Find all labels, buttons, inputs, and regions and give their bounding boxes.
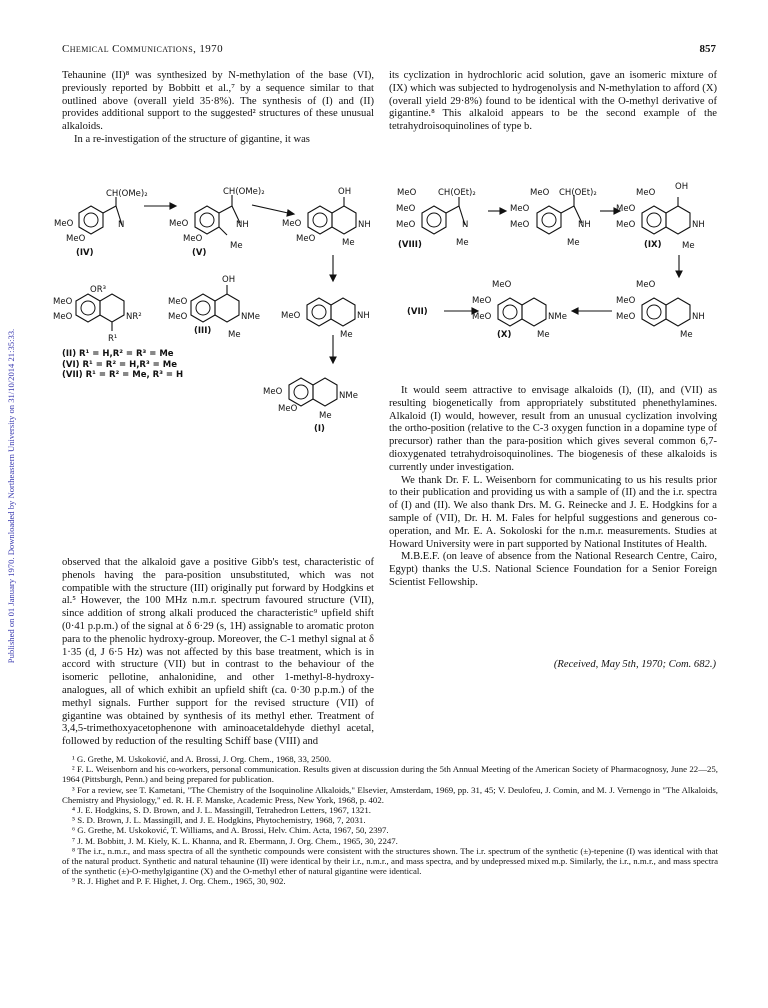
group-label: OH (675, 182, 689, 192)
group-label: MeO (169, 219, 189, 229)
group-label: Me (319, 411, 332, 421)
download-watermark: Published on 01 January 1970. Downloaded by Northeastern University on 31/10/2014 21:35:33. (6, 328, 16, 664)
compound-label-x: (X) (497, 330, 512, 340)
group-label: NH (358, 220, 371, 230)
group-label: MeO (281, 311, 301, 321)
footnote: ⁶ G. Grethe, M. Uskoković, T. Williams, and A. Brossi, Helv. Chim. Acta, 1967, 50, 2397. (72, 825, 389, 836)
page-number: 857 (699, 43, 716, 55)
group-label: NH (236, 220, 249, 230)
group-label: NH (578, 220, 591, 230)
group-label: MeO (396, 220, 416, 230)
footnote: ² F. L. Weisenborn and his co-workers, personal communication. Results given at discussion during the 5th Annual Meeting of the American Society of Pharmacognosy, June 22—25, 1964 (Pittsburgh, Penn.) and being prepared for publication. (62, 764, 718, 785)
group-label: NMe (548, 312, 567, 322)
group-label: CH(OMe)₂ (106, 189, 148, 199)
footnote: ⁵ S. D. Brown, J. L. Massingill, and J. E. Hodgkins, Phytochemistry, 1968, 7, 2031. (72, 815, 366, 826)
group-label: Me (680, 330, 693, 340)
journal-header: Chemical Communications, 1970 (62, 43, 223, 55)
group-label: NH (692, 312, 705, 322)
compound-label-iv: (IV) (76, 248, 94, 258)
footnote: ⁹ R. J. Highet and P. F. Highet, J. Org. Chem., 1965, 30, 902. (72, 876, 286, 887)
group-label: Me (340, 330, 353, 340)
group-label: MeO (396, 204, 416, 214)
footnote: ⁴ J. E. Hodgkins, S. D. Brown, and J. L. Massingill, Tetrahedron Letters, 1967, 1321. (72, 805, 371, 816)
group-label: N (118, 220, 125, 230)
column-right-top (389, 70, 717, 134)
group-label: MeO (168, 297, 188, 307)
group-label: MeO (53, 312, 73, 322)
group-label: OR³ (90, 285, 107, 295)
compound-label-viii: (VIII) (398, 240, 422, 250)
group-label: MeO (263, 387, 283, 397)
scheme-left (52, 175, 392, 475)
group-label: MeO (278, 404, 298, 414)
group-label: MeO (296, 234, 316, 244)
group-label: MeO (492, 280, 512, 290)
column-left-bottom (62, 557, 374, 749)
footnote: ⁸ The i.r., n.m.r., and mass spectra of all the synthetic compounds were consistent with the structures shown. The i.r. spectrum of the synthetic (±)-tepenine (I) was identical with that of the natural product. Synthetic and natural tehaunine (II) were identical by their i.r., n.m.r., and mass spectra, and by undepressed mixed m.p. Similarly, the i.r., n.m.r., and mass spectra of the synthetic (±)-O-methylgigantine (X) and the O-methyl ether of natural gigantine were identical. (62, 845, 718, 877)
group-label: MeO (53, 297, 73, 307)
group-label: OH (338, 187, 352, 197)
group-label: MeO (66, 234, 86, 244)
group-label: MeO (636, 188, 656, 198)
column-right-bottom (389, 385, 717, 590)
column-left-top (62, 70, 374, 147)
footnotes (62, 754, 718, 887)
group-label: MeO (510, 204, 530, 214)
group-label: MeO (530, 188, 550, 198)
legend-line: (II) R¹ = H,R² = R³ = Me (62, 349, 174, 359)
group-label: Me (342, 238, 355, 248)
paragraph: In a re-investigation of the structure of gigantine, it was (74, 133, 310, 145)
group-label: CH(OMe)₂ (223, 187, 265, 197)
group-label: Me (537, 330, 550, 340)
paragraph: M.B.E.F. (on leave of absence from the National Research Centre, Cairo, Egypt) thanks the U.S. National Science Foundation for a Senior Foreign Scientist Fellowship. (389, 551, 717, 588)
group-label: NR² (126, 312, 142, 322)
legend-line: (VI) R¹ = R² = H,R³ = Me (62, 359, 177, 370)
group-label: MeO (616, 296, 636, 306)
group-label: CH(OEt)₂ (559, 188, 597, 198)
group-label: Me (567, 238, 580, 248)
group-label: MeO (616, 312, 636, 322)
group-label: CH(OEt)₂ (438, 188, 476, 198)
legend-line: (VII) R¹ = R² = Me, R³ = H (62, 370, 184, 380)
group-label: MeO (397, 188, 417, 198)
group-label: NMe (339, 391, 358, 401)
scheme-right (392, 175, 722, 345)
footnote: ³ For a review, see T. Kametani, "The Chemistry of the Isoquinoline Alkaloids," Elsevier, Amsterdam, 1969, pp. 31, 45; V. Deulofeu, J. Comin, and M. J. Vernengo in "The Alkaloids, Chemistry and Physiology," ed. R. H. F. Manske, Academic Press, New York, 1968, p. 402. (62, 784, 718, 805)
compound-label-ix: (IX) (644, 240, 662, 250)
group-label: Me (456, 238, 469, 248)
compound-label-vii: (VII) (407, 307, 428, 317)
group-label: MeO (616, 220, 636, 230)
group-label: R¹ (108, 334, 118, 344)
group-label: Me (228, 330, 241, 340)
group-label: MeO (616, 204, 636, 214)
group-label: MeO (472, 312, 492, 322)
footnote: ¹ G. Grethe, M. Uskoković, and A. Brossi, J. Org. Chem., 1968, 33, 2500. (72, 754, 332, 764)
group-label: Me (682, 241, 695, 251)
group-label: MeO (282, 219, 302, 229)
group-label: NH (692, 220, 705, 230)
group-label: OH (222, 275, 236, 285)
compound-label-iii: (III) (194, 326, 212, 336)
paragraph: Tehaunine (II)⁸ was synthesized by N-methylation of the base (VI), previously reported by Bobbitt et al.,⁷ by a sequence similar to that outlined above (overall yield 35·8%). The synthesis of (I) and (II) provides additional support to the suggested² structures of these unusual alkaloids. (62, 70, 374, 133)
compound-label-v: (V) (192, 248, 207, 258)
paragraph: observed that the alkaloid gave a positive Gibb's test, characteristic of phenols having the para-position unsubstituted, which was not compatible with the structure (III) originally put forward by Hodgkins et al.⁵ However, the 100 MHz n.m.r. spectrum favoured structure (VII), since addition of strong alkali produced the characteristic⁹ upfield shift (0·41 p.p.m.) of the signal at δ 6·29 (s, 1H) assignable to aromatic proton para to the phenolic hydroxy-group. Moreover, the C-1 methyl signal at δ 1·35 (d, J 6·5 Hz) was not affected by this base treatment, which is in accord with structure (VII) but in contrast to the behaviour of the isomeric pellotine, anhalonidine, and other 1-methyl-8-hydroxy-analogues, all of which exhibit an upfield shift (ca. 0·30 p.p.m.) of the methyl signals. Further support for the revised structure (VII) of gigantine was obtained by synthesis of its methyl ether. Treatment of 3,4,5-trimethoxyacetophenone with aminoacetaldehyde diethyl acetal, followed by reduction of the resulting Schiff base (VIII) and (62, 557, 374, 748)
group-label: Me (230, 241, 243, 251)
group-label: MeO (183, 234, 203, 244)
paragraph: its cyclization in hydrochloric acid solution, gave an isomeric mixture of (IX) which was subjected to hydrogenolysis and N-methylation to afford (X) (overall yield 29·8%) found to be identical with the O-methyl derivative of gigantine.⁸ This alkaloid appears to be the second example of the tetrahydroisoquinolines of type b. (389, 70, 717, 133)
compound-label-i: (I) (314, 424, 325, 434)
group-label: MeO (472, 296, 492, 306)
group-label: N (462, 220, 469, 230)
group-label: NMe (241, 312, 260, 322)
paragraph: It would seem attractive to envisage alkaloids (I), (II), and (VII) as resulting biogenetically from appropriately substituted phenethylamines. Alkaloid (I) would, however, result from an unusual cyclization involving the ortho-position (relative to the C-3 oxygen function in a dopamine type of precursor) rather than the para-position which gives several common 6,7-dioxygenated tetrahydroisoquinolines. The biogenesis of these alkaloids is currently under investigation. (389, 385, 717, 473)
group-label: MeO (168, 312, 188, 322)
footnote: ⁷ J. M. Bobbitt, J. M. Kiely, K. L. Khanna, and R. Ebermann, J. Org. Chem., 1965, 30, 2247. (72, 835, 398, 846)
paragraph: We thank Dr. F. L. Weisenborn for communicating to us his results prior to their publication and providing us with a sample of (II) and the i.r. spectra of (I) and (II). We also thank Drs. M. G. Reinecke and J. E. Hodgkins for a sample of (VII), Dr. H. M. Fales for helpful suggestions and generous co-operation, and Mr. E. A. Sokoloski for the n.m.r. measurements. Studies at Howard University were in part supported by National Institutes of Health. (389, 474, 717, 550)
received-date: (Received, May 5th, 1970; Com. 682.) (553, 659, 716, 670)
scheme-legend (62, 349, 183, 381)
group-label: NH (357, 311, 370, 321)
group-label: MeO (510, 220, 530, 230)
group-label: MeO (636, 280, 656, 290)
group-label: MeO (54, 219, 74, 229)
